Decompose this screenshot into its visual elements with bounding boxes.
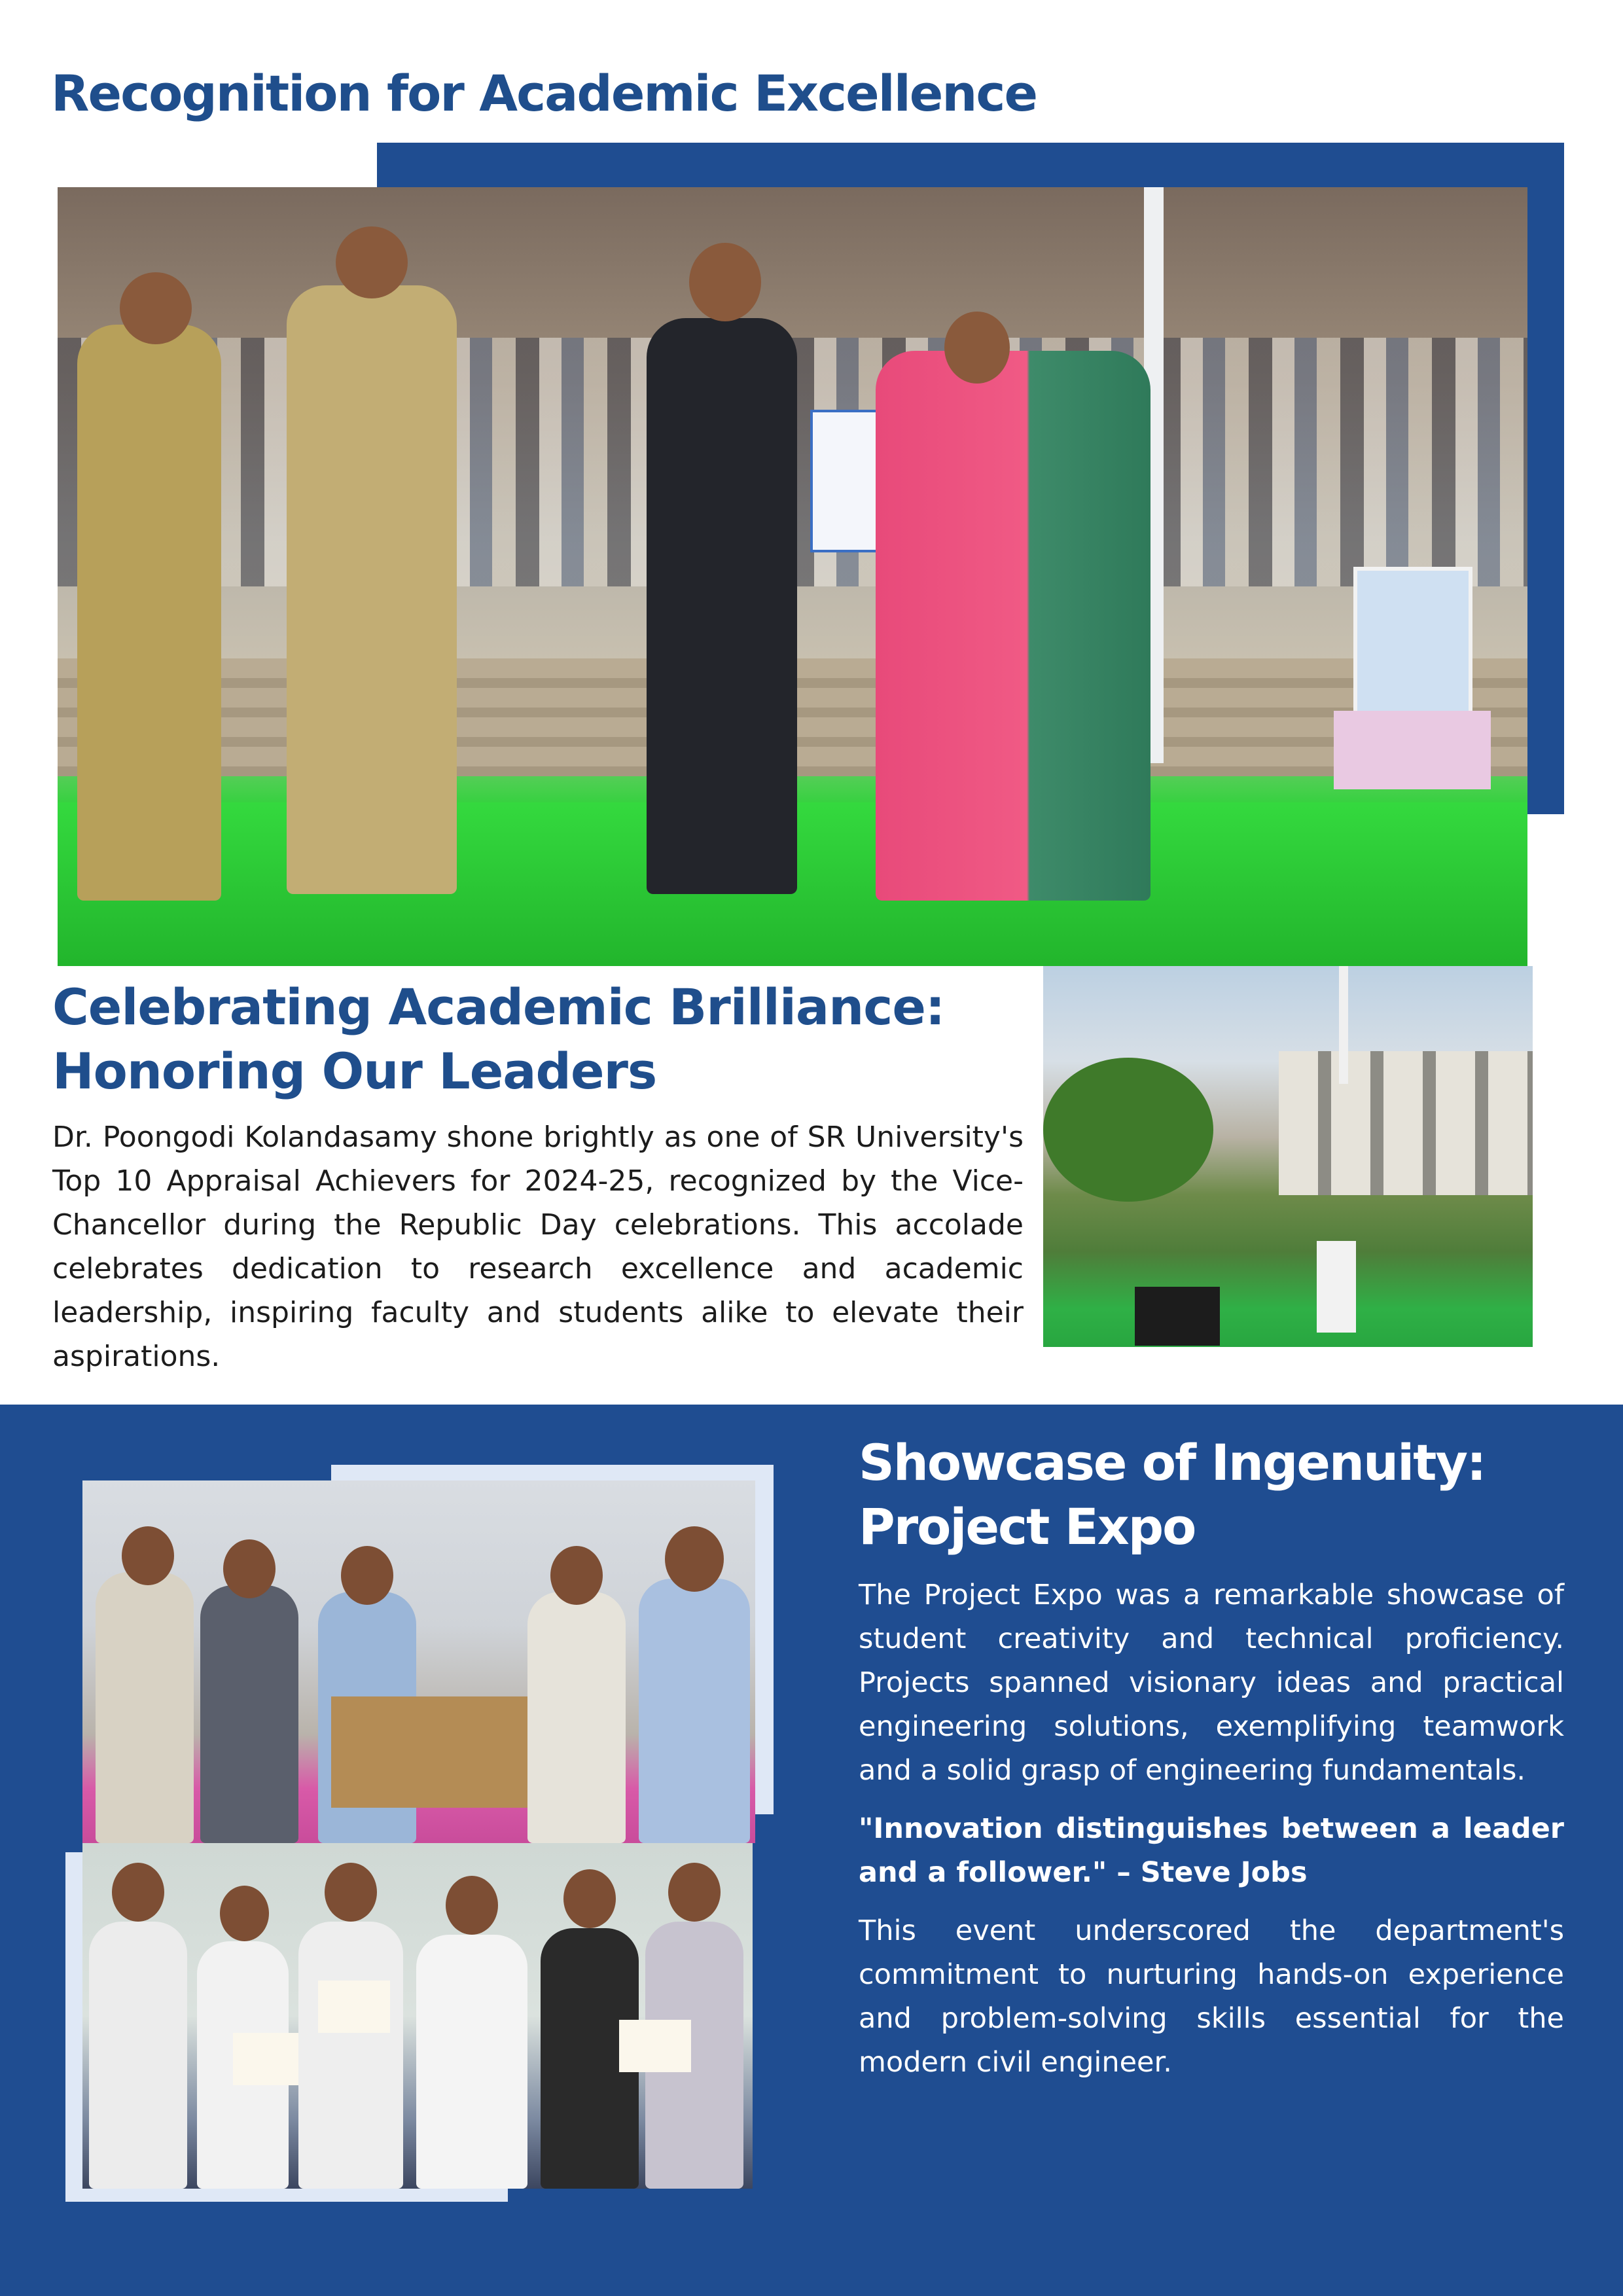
student-figure [527, 1592, 626, 1843]
speaker-box [1135, 1287, 1220, 1346]
section2-heading-line1: Showcase of Ingenuity: [859, 1433, 1486, 1492]
student-figure [200, 1585, 298, 1843]
student-head [668, 1863, 721, 1922]
vice-chancellor-figure [647, 318, 797, 894]
student-head [325, 1863, 377, 1922]
expo-award-photo [82, 1843, 753, 2189]
faculty-figure [416, 1935, 527, 2189]
certificate [318, 1981, 390, 2033]
faculty-head [446, 1876, 498, 1935]
certificate [233, 2033, 298, 2085]
student-head [112, 1863, 164, 1922]
section1-heading [52, 975, 1024, 1103]
faculty-head [341, 1546, 393, 1605]
podium [1317, 1241, 1356, 1333]
section2-quote: "Innovation distinguishes between a leader and a follower." – Steve Jobs [859, 1812, 1564, 1889]
cadet-head [120, 272, 192, 344]
section2-heading-line2: Project Expo [859, 1498, 1196, 1556]
vice-chancellor-head [689, 243, 761, 321]
officer-head [336, 226, 408, 298]
section2-body2: This event underscored the department's commitment to nurturing hands-on experience and problem-solving skills essential for the modern civil engineer. [859, 1914, 1564, 2079]
section1-heading-line2: Honoring Our Leaders [52, 1042, 657, 1100]
expo-photo-group [82, 1480, 755, 1843]
section1-heading-line1: Celebrating Academic Brilliance: [52, 978, 945, 1036]
faculty-head [563, 1869, 616, 1928]
campus-event-photo [1043, 966, 1533, 1347]
student-head [550, 1546, 603, 1605]
section1-text [52, 975, 1024, 1378]
chair [1334, 711, 1491, 789]
awardee-figure [876, 351, 1150, 901]
faculty-head [665, 1526, 724, 1592]
cadet-figure [77, 325, 221, 901]
student-figure [298, 1922, 403, 2189]
student-figure [89, 1922, 187, 2189]
student-head [220, 1886, 269, 1941]
section1-body: Dr. Poongodi Kolandasamy shone brightly as one of SR University's Top 10 Appraisal Achievers for 2024-25, recognized by the Vice-Chancellor during the Republic Day celebrations. This accolade celebrates dedication to research excellence and academic leadership, inspiring faculty and students alike to elevate their aspirations. [52, 1121, 1024, 1373]
flag [1339, 966, 1348, 1084]
portrait-frame [1353, 567, 1472, 719]
student-figure [96, 1572, 194, 1843]
project-model [331, 1696, 547, 1808]
student-head [223, 1539, 276, 1598]
ceremony-photo [58, 187, 1527, 966]
section2-text [859, 1431, 1564, 2085]
tree [1043, 1058, 1213, 1202]
section2-heading [859, 1431, 1564, 1559]
awardee-head [944, 312, 1010, 384]
certificate [619, 2020, 691, 2072]
section2-body1: The Project Expo was a remarkable showcase of student creativity and technical proficiency. Projects spanned visionary ideas and practical engineering solutions, exemplifying teamwork and a solid grasp of engineering fundamentals. [859, 1579, 1564, 1787]
officer-figure [287, 285, 457, 894]
building [1279, 1051, 1533, 1195]
faculty-figure [639, 1579, 750, 1843]
page-title: Recognition for Academic Excellence [51, 64, 1037, 122]
student-head [122, 1526, 174, 1585]
